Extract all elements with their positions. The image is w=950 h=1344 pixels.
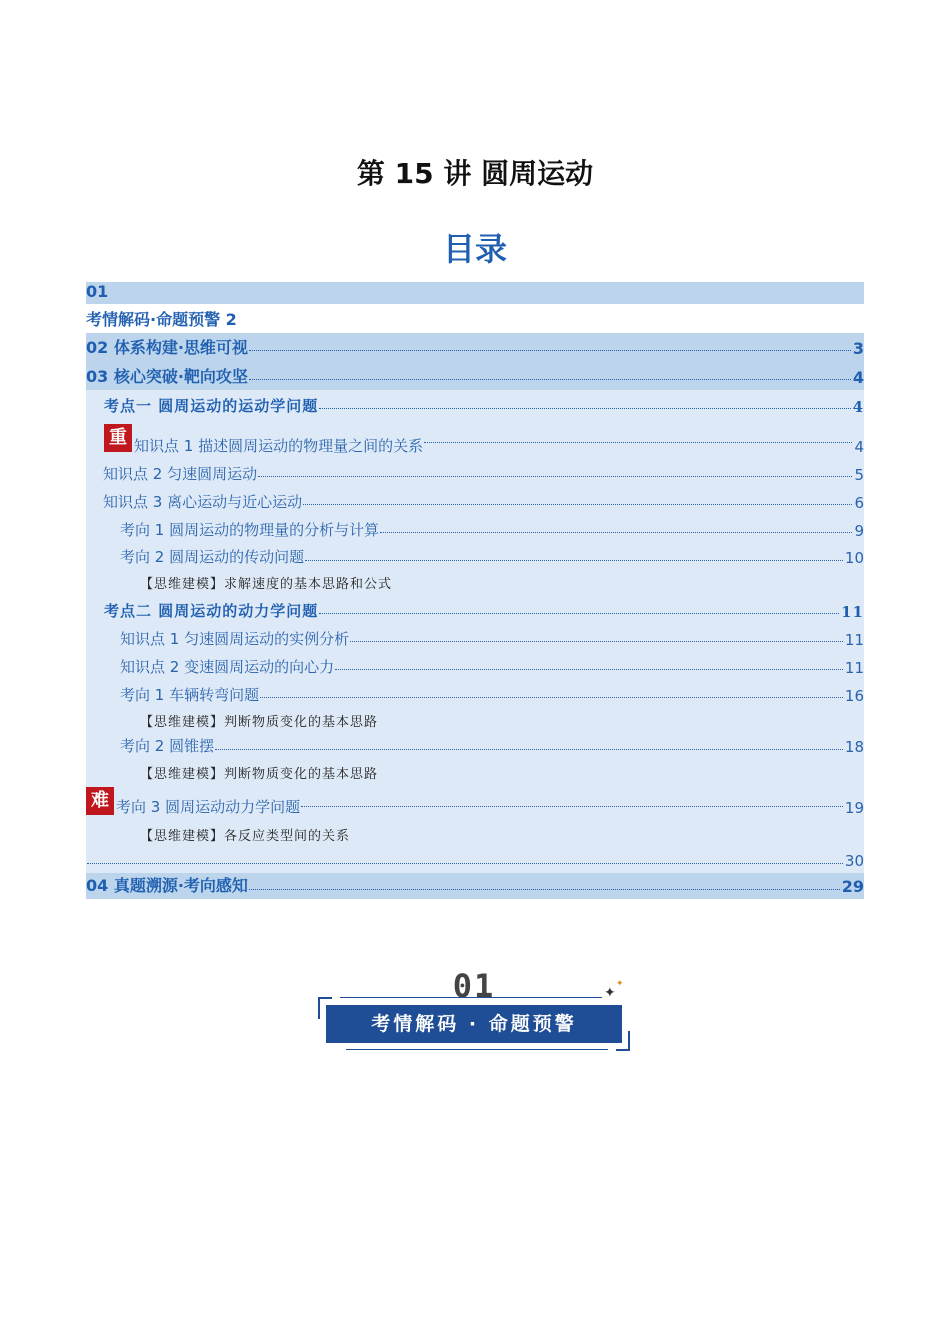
sparkle-icon: ✦ [604,985,616,1001]
toc-entry[interactable] [86,390,864,419]
toc-page-number: 4 [854,438,864,456]
toc-entry-label: 考点一 圆周运动的运动学问题 [104,397,319,415]
lecture-title: 第 15 讲 圆周运动 [356,157,594,190]
table-of-contents [86,282,864,899]
toc-page-number: 18 [844,738,864,756]
toc-entry-label: 考向 1 圆周运动的物理量的分析与计算 [120,521,380,539]
dot-leader [305,560,843,561]
dot-leader [258,476,852,477]
toc-page-number: 6 [854,494,864,512]
toc-title: 目录 [442,230,507,268]
section-banner [318,963,630,1053]
toc-entry[interactable] [86,847,864,873]
toc-entry-label: 考向 2 圆锥摆 [120,737,215,755]
toc-page-number: 11 [841,603,864,621]
toc-entry[interactable] [86,873,864,899]
toc-entry[interactable] [86,595,864,624]
difficulty-badge: 重 [104,424,132,452]
toc-entry-label: 知识点 3 离心运动与近心运动 [103,493,303,511]
toc-entry-label: 知识点 2 变速圆周运动的向心力 [120,658,335,676]
dot-leader [350,641,843,642]
dot-leader [260,697,843,698]
toc-page-number: 4 [852,398,864,416]
banner-bottom-line [346,1049,608,1050]
toc-entry[interactable] [86,652,864,680]
toc-page-number: 11 [844,631,864,649]
toc-entry[interactable] [86,333,864,361]
toc-entry-label: 02 体系构建·思维可视 [86,338,248,357]
toc-entry[interactable] [86,570,864,595]
banner-top-line [340,997,602,998]
toc-entry-label: 03 核心突破·靶向攻坚 [86,367,248,386]
difficulty-badge: 难 [86,787,114,815]
dot-leader [301,806,843,807]
toc-entry[interactable] [86,680,864,708]
toc-page-number: 29 [841,877,864,896]
toc-entry[interactable] [86,785,864,820]
toc-page-number: 30 [844,852,864,870]
dot-leader [303,504,852,505]
toc-entry[interactable] [86,304,864,333]
toc-entry-label: 考点二 圆周运动的动力学问题 [104,602,319,620]
toc-entry[interactable] [86,487,864,515]
toc-entry-label: 【思维建模】判断物质变化的基本思路 [140,715,379,730]
toc-page-number: 16 [844,687,864,705]
toc-entry[interactable] [86,361,864,390]
toc-entry[interactable] [86,733,864,759]
banner-right-bracket [616,1031,630,1051]
toc-entry[interactable] [86,820,864,847]
toc-entry[interactable] [86,459,864,487]
section-number: 01 [452,967,496,1005]
toc-entry[interactable] [86,282,864,304]
toc-entry-label: 考向 3 圆周运动动力学问题 [116,798,301,816]
dot-leader [319,613,839,614]
toc-entry-label: 【思维建模】各反应类型间的关系 [140,829,351,844]
dot-leader [335,669,843,670]
toc-entry-label: 知识点 2 匀速圆周运动 [103,465,258,483]
toc-entry-label: 【思维建模】求解速度的基本思路和公式 [140,577,393,592]
toc-page-number: 11 [844,659,864,677]
toc-entry-label: 知识点 1 匀速圆周运动的实例分析 [120,630,350,648]
toc-page-number: 4 [852,368,864,387]
dot-leader [424,442,852,443]
toc-entry-label: 考向 1 车辆转弯问题 [120,686,260,704]
section-label: 考情解码 · 命题预警 [326,1005,622,1043]
toc-entry-label: 考情解码·命题预警 2 [86,310,237,329]
toc-page-number: 19 [844,799,864,817]
dot-leader [249,350,851,351]
toc-entry[interactable] [86,543,864,570]
toc-entry[interactable] [86,515,864,543]
small-sparkle-icon: ✦ [616,979,624,989]
toc-entry[interactable] [86,419,864,459]
dot-leader [249,889,840,890]
dot-leader [319,408,850,409]
toc-entry[interactable] [86,708,864,733]
toc-page-number: 5 [854,466,864,484]
toc-entry-label: 【思维建模】判断物质变化的基本思路 [140,767,379,782]
dot-leader [249,379,851,380]
toc-entry-label: 知识点 1 描述圆周运动的物理量之间的关系 [134,437,424,455]
toc-entry-label: 04 真题溯源·考向感知 [86,876,248,895]
toc-entry-label: 01 [86,282,109,301]
toc-page-number: 9 [854,522,864,540]
dot-leader [380,532,852,533]
toc-page-number: 3 [852,339,864,358]
toc-entry[interactable] [86,759,864,785]
toc-entry[interactable] [86,624,864,652]
dot-leader [215,749,843,750]
toc-entry-label: 考向 2 圆周运动的传动问题 [120,548,305,566]
toc-page-number: 10 [844,549,864,567]
dot-leader [87,863,843,864]
